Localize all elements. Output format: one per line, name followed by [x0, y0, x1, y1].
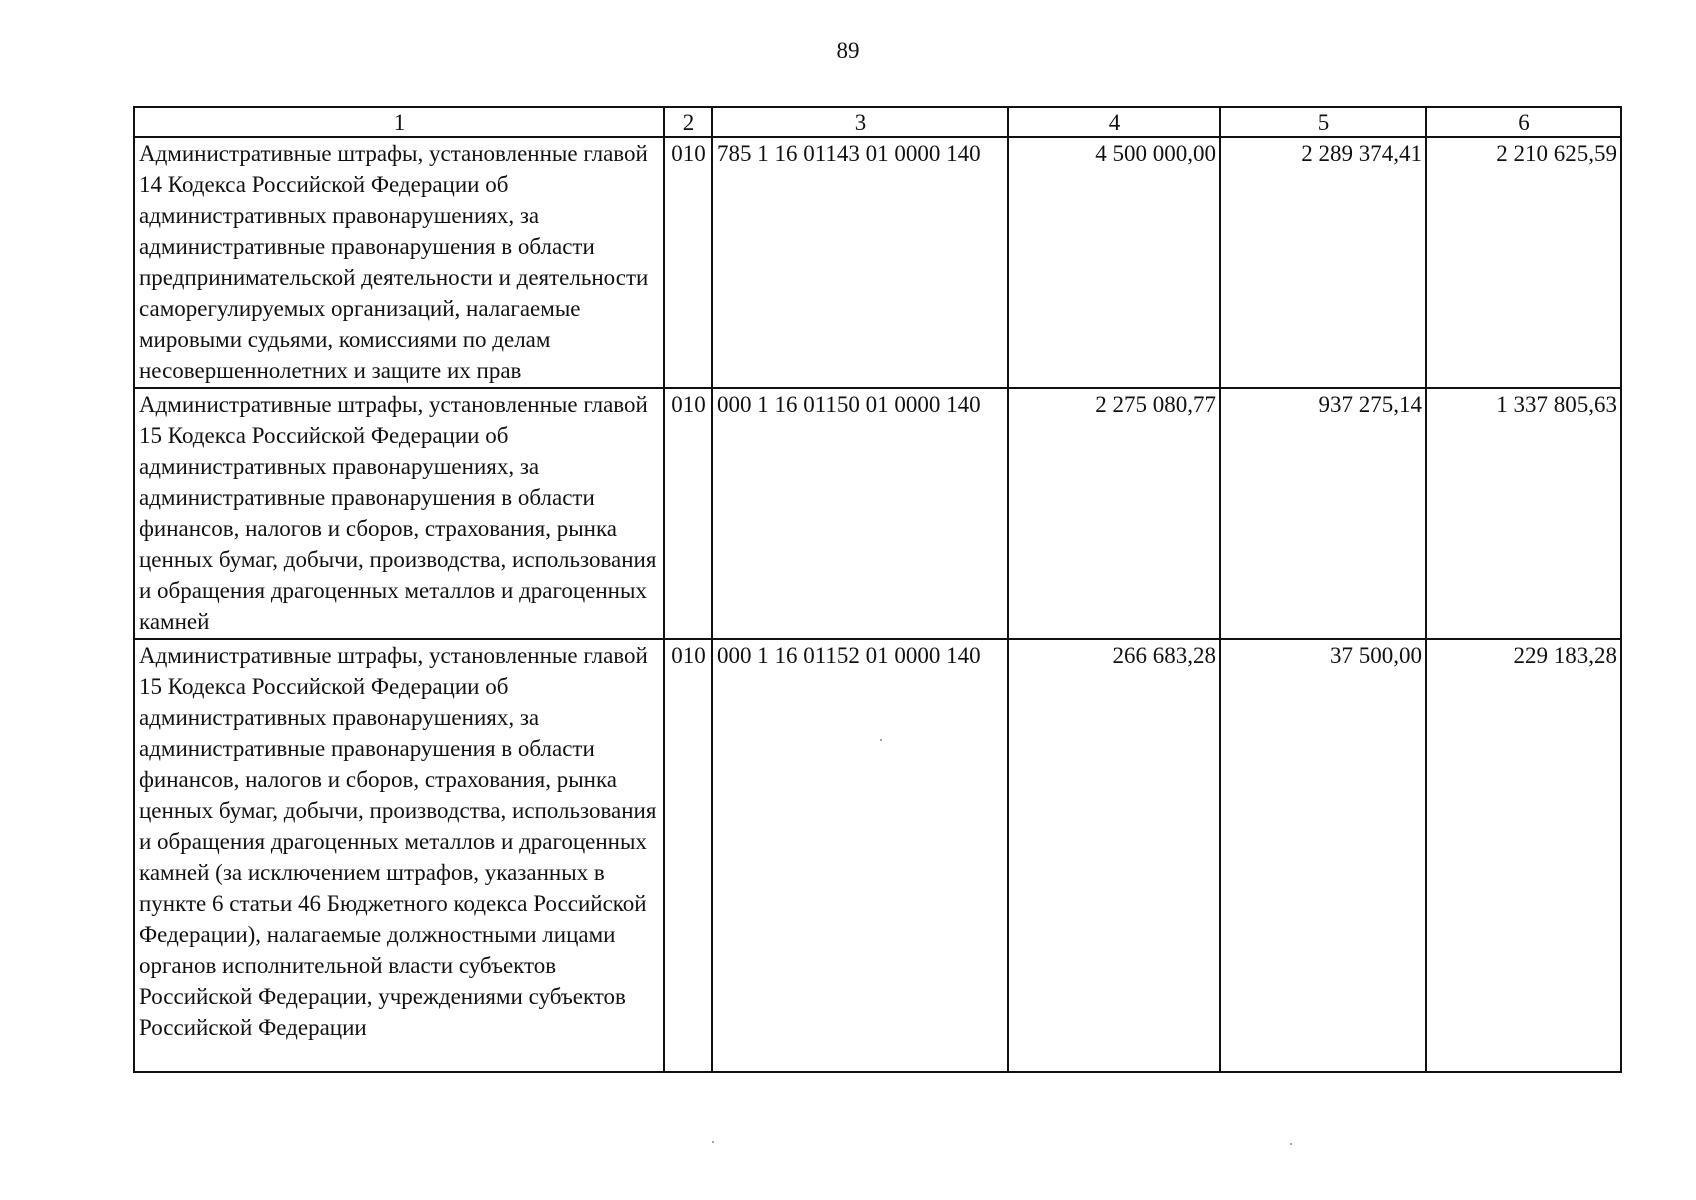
table-row — [134, 388, 1621, 639]
column-header-3: 3 — [712, 107, 1008, 137]
column-header-5: 5 — [1220, 107, 1426, 137]
row-budget-code: 785 1 16 01143 01 0000 140 — [712, 137, 1008, 388]
page-number: 89 — [836, 38, 860, 63]
row-remaining-amount: 229 183,28 — [1426, 639, 1621, 1072]
row-executed-amount: 37 500,00 — [1220, 639, 1426, 1072]
row-group-code: 010 — [664, 137, 712, 388]
row-planned-amount: 4 500 000,00 — [1008, 137, 1220, 388]
row-budget-code: 000 1 16 01150 01 0000 140 — [712, 388, 1008, 639]
column-header-1: 1 — [134, 107, 664, 137]
row-executed-amount: 2 289 374,41 — [1220, 137, 1426, 388]
row-description: Административные штрафы, установленные главой 14 Кодекса Российской Федерации об административных правонарушениях, за административные правонарушения в области предпринимательской деятельности и деятельности саморегулируемых организаций, налагаемые мировыми судьями, комиссиями по делам несовершеннолетних и защите их прав — [134, 137, 664, 388]
row-description: Административные штрафы, установленные главой 15 Кодекса Российской Федерации об административных правонарушениях, за административные правонарушения в области финансов, налогов и сборов, страхования, рынка ценных бумаг, добычи, производства, использования и обращения драгоценных металлов и драгоценных камней — [134, 388, 664, 639]
row-remaining-amount: 2 210 625,59 — [1426, 137, 1621, 388]
row-remaining-amount: 1 337 805,63 — [1426, 388, 1621, 639]
column-header-2: 2 — [664, 107, 712, 137]
row-group-code: 010 — [664, 639, 712, 1072]
row-description: Административные штрафы, установленные главой 15 Кодекса Российской Федерации об административных правонарушениях, за административные правонарушения в области финансов, налогов и сборов, страхования, рынка ценных бумаг, добычи, производства, использования и обращения драгоценных металлов и драгоценных камней (за исключением штрафов, указанных в пункте 6 статьи 46 Бюджетного кодекса Российской Федерации), налагаемые должностными лицами органов исполнительной власти субъектов Российской Федерации, учреждениями субъектов Российской Федерации — [134, 639, 664, 1072]
table-row — [134, 639, 1621, 1072]
column-header-6: 6 — [1426, 107, 1621, 137]
row-planned-amount: 2 275 080,77 — [1008, 388, 1220, 639]
row-budget-code: 000 1 16 01152 01 0000 140 — [712, 639, 1008, 1072]
table-header-row — [134, 107, 1621, 137]
scan-speck — [1290, 1143, 1292, 1145]
column-header-4: 4 — [1008, 107, 1220, 137]
row-planned-amount: 266 683,28 — [1008, 639, 1220, 1072]
scan-speck — [712, 1141, 714, 1143]
budget-revenue-table — [133, 106, 1622, 1073]
table-row — [134, 137, 1621, 388]
row-group-code: 010 — [664, 388, 712, 639]
scan-speck — [880, 739, 882, 741]
row-executed-amount: 937 275,14 — [1220, 388, 1426, 639]
